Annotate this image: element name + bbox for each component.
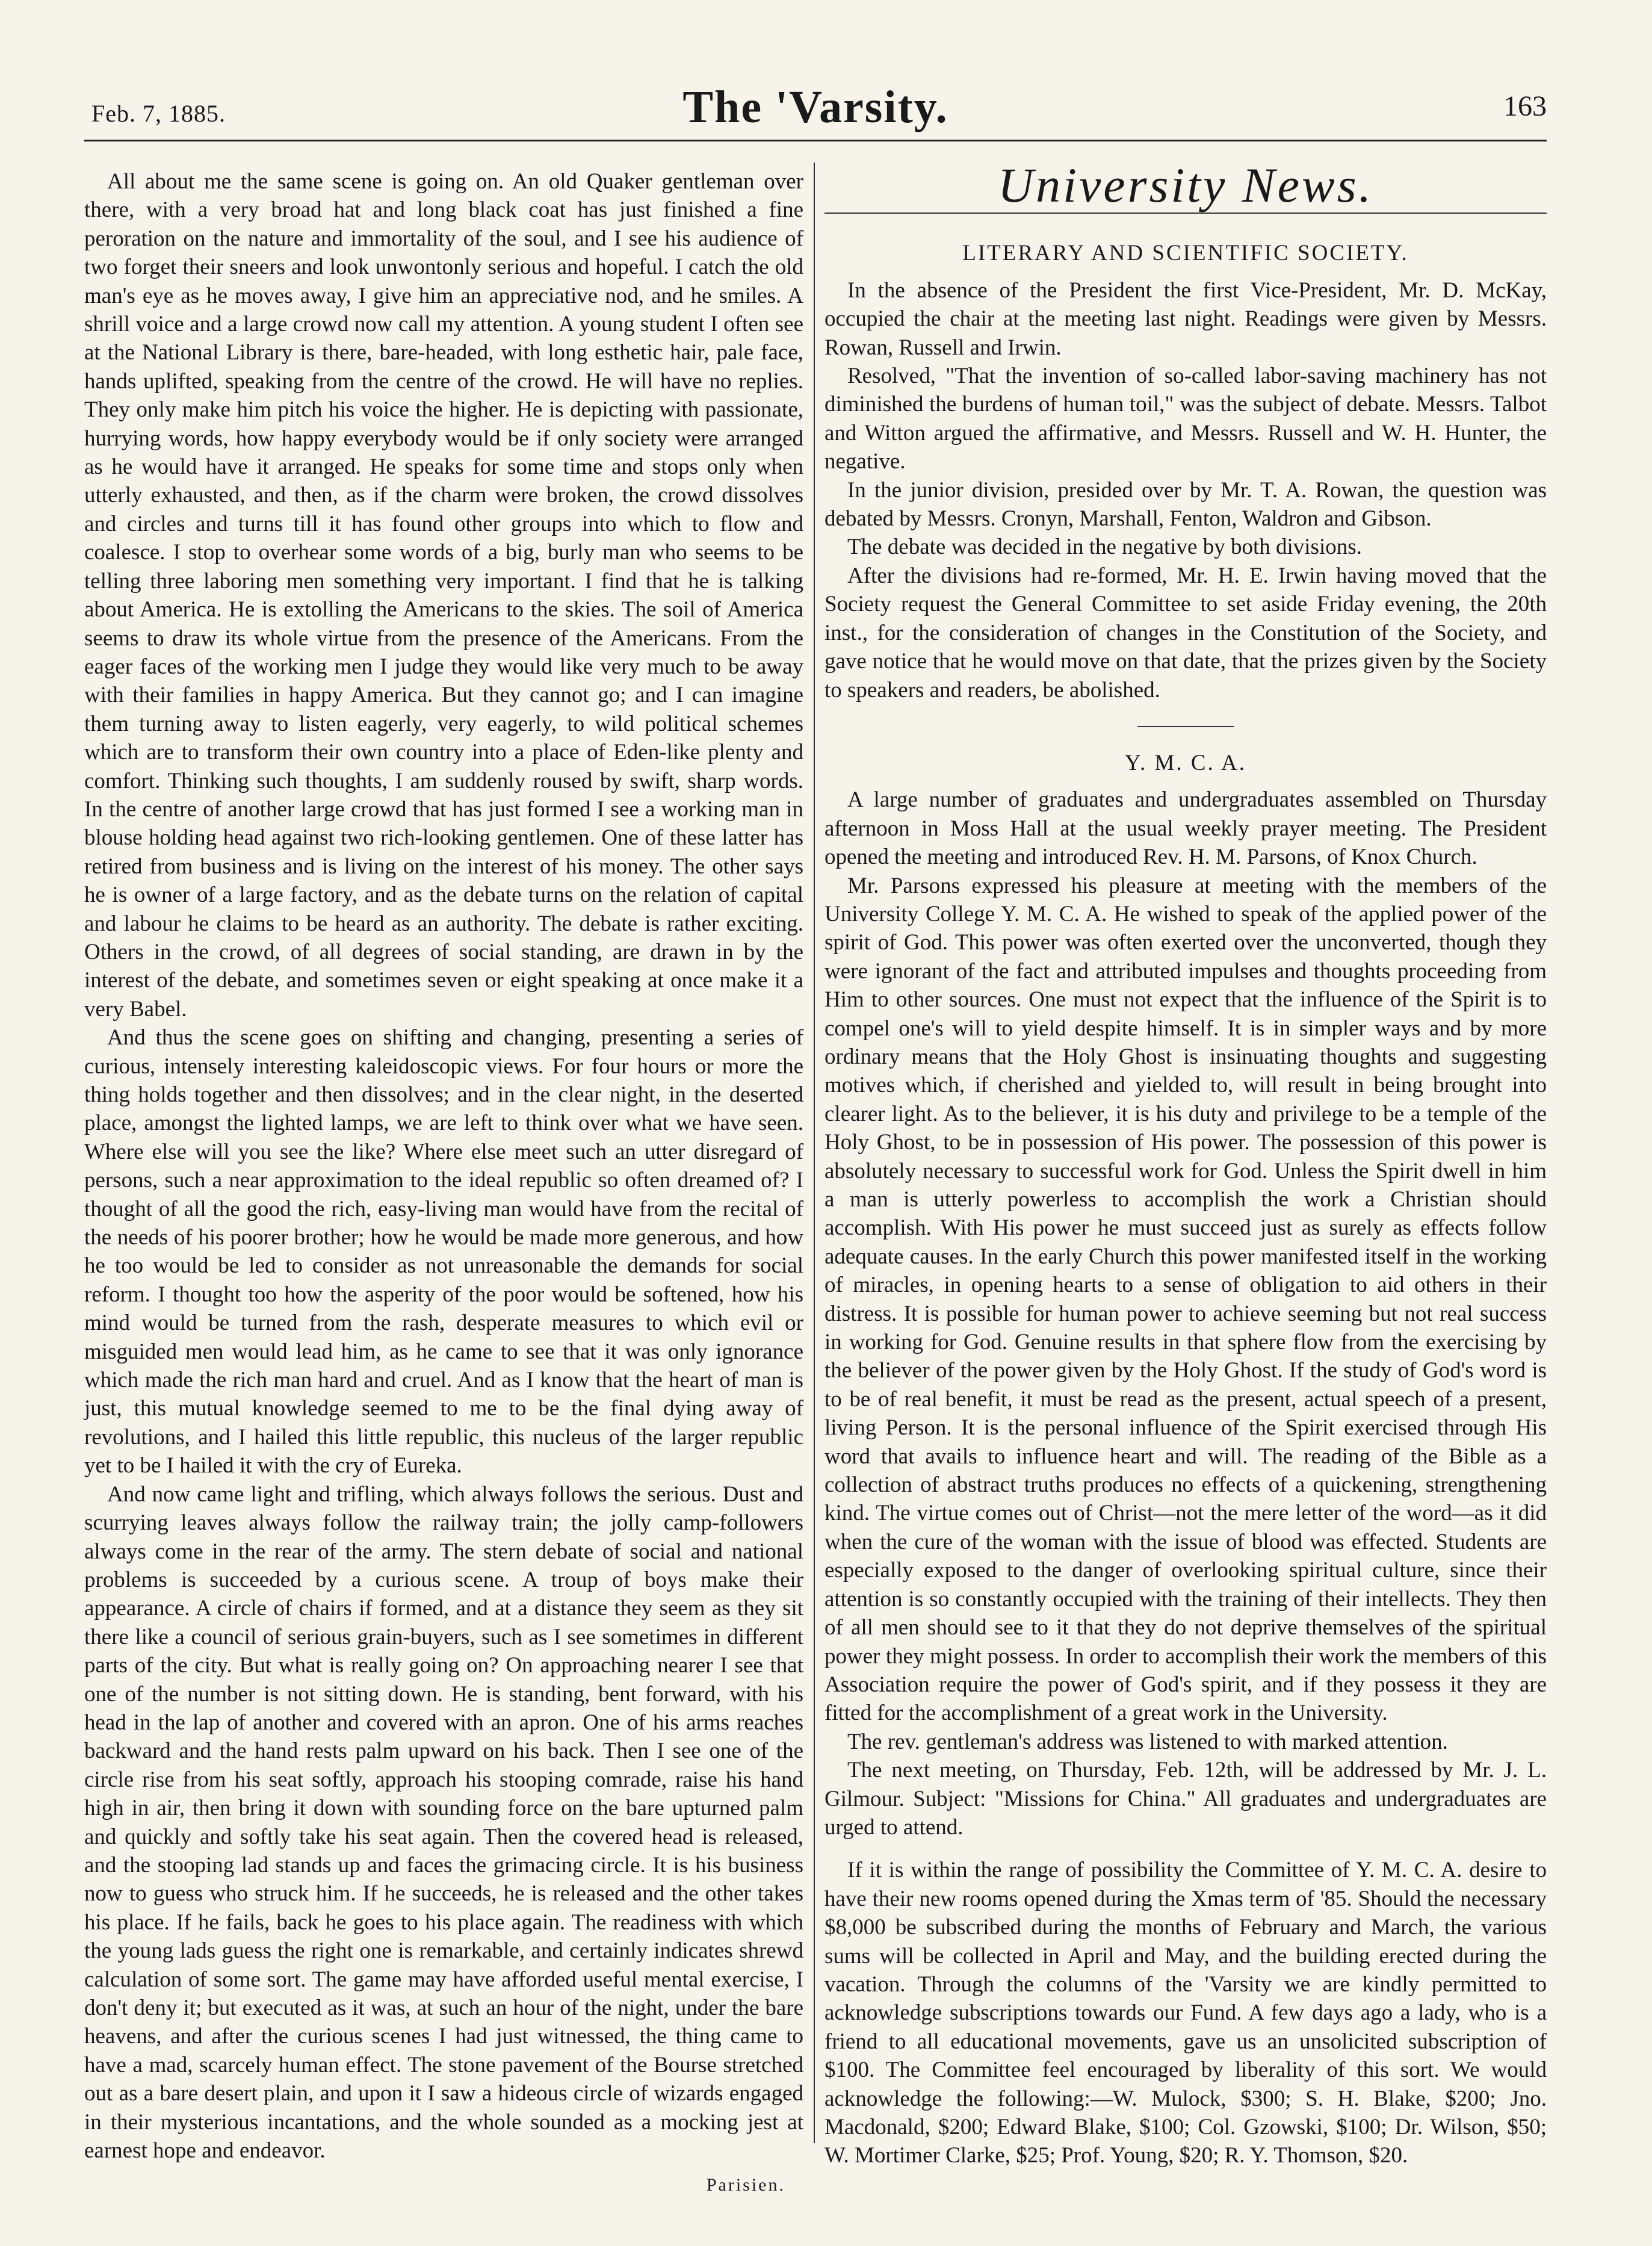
- report-paragraph: In the junior division, presided over by Mr. T. A. Rowan, the question was debated by Messrs. Cronyn, Marshall, Fenton, Waldron and Gibson.: [824, 477, 1547, 532]
- section-rule: [824, 213, 1547, 214]
- report-paragraph: Mr. Parsons expressed his pleasure at meeting with the members of the University College Y. M. C. A. He wished to speak of the applied power of the spirit of God. This power was often exerted over the unconverted, though they were ignorant of the fact and attributed impulses and thoughts proceeding from Him to other sources. One must not expect that the influence of the Spirit is to compel one's will to yield despite himself. It is in simpler ways and by more ordinary means that the Holy Ghost is insinuating thoughts and suggesting motives which, if cherished and yielded to, will result in being brought into clearer light. As to the believer, it is his duty and privilege to be a temple of the Holy Ghost, to be in possession of His power. The possession of this power is absolutely necessary to successful work for God. Unless the Spirit dwell in him a man is utterly powerless to accomplish the work a Christian should accomplish. With His power he must succeed just as surely as effects follow adequate causes. In the early Church this power manifested itself in the working of miracles, in opening hearts to a sense of obligation to aid others in their distress. It is possible for human power to achieve seeming but not real success in working for God. Genuine results in that sphere flow from the exercising by the believer of the power given by the Holy Ghost. If the study of God's word is to be of real benefit, it must be read as the present, actual speech of a present, living Person. It is the personal influence of the Spirit exercised through His word that avails to influence heart and will. The reading of the Bible as a collection of abstract truths produces no effects of a quickening, strengthening kind. The virtue comes out of Christ—not the mere letter of the word—as it did when the cure of the woman with the issue of blood was effected. Students are especially exposed to the danger of overlooking spiritual culture, since their attention is so constantly occupied with the training of their intellects. They then of all men should see to it that they do not deprive themselves of the spiritual power they might possess. In order to accomplish their work the members of this Association require the power of God's spirit, and if they possess it they are fitted for the accomplishment of a great work in the University.: [824, 873, 1547, 1726]
- report-paragraph: In the absence of the President the first Vice-President, Mr. D. McKay, occupied the chair at the meeting last night. Readings were given by Messrs. Rowan, Russell and Irwin.: [824, 278, 1547, 360]
- masthead-title: The 'Varsity.: [682, 82, 948, 132]
- article-paragraph: All about me the same scene is going on. An old Quaker gentleman over there, with a very broad hat and long black coat has just finished a fine peroration on the nature and immortality of the soul, and I see his audience of two forget their sneers and look unwontonly serious and hopeful. I catch the old man's eye as he moves away, I give him an appreciative nod, and he smiles. A shrill voice and a large crowd now call my attention. A young student I often see at the National Library is there, bare-headed, with long esthetic hair, pale face, hands uplifted, speaking from the centre of the crowd. He will have no replies. They only make him pitch his voice the higher. He is depicting with passionate, hurrying words, how happy everybody would be if only society were arranged as he would have it arranged. He speaks for some time and stops only when utterly exhausted, and then, as if the charm were broken, the crowd dissolves and circles and turns till it has found other groups into which to flow and coalesce. I stop to overhear some words of a big, burly man who seems to be telling three laboring men something very important. I find that he is talking about America. He is extolling the Americans to the skies. The soil of America seems to draw its whole virtue from the presence of the Americans. From the eager faces of the working men I judge they would like very much to be away with their families in happy America. But they cannot go; and I can imagine them turning away to listen eagerly, very eagerly, to wild political schemes which are to transform their own country into a place of Eden-like plenty and comfort. Thinking such thoughts, I am suddenly roused by swift, sharp words. In the centre of another large crowd that has just formed I see a working man in blouse holding head against two rich-looking gentlemen. One of these latter has retired from business and is living on the interest of his money. The other says he is owner of a large factory, and as the debate turns on the relation of capital and labour he claims to be heard as an authority. The debate is rather exciting. Others in the crowd, of all degrees of social standing, are drawn in by the interest of the debate, and sometimes seven or eight speaking at once make it a very Babel.: [84, 169, 803, 1022]
- ymca-heading: Y. M. C. A.: [1125, 750, 1246, 775]
- right-column: [824, 158, 1547, 2170]
- report-paragraph: The debate was decided in the negative by both divisions.: [847, 535, 1362, 560]
- author-signature: Parisien.: [706, 2175, 785, 2195]
- section-separator: [1137, 726, 1234, 727]
- literary-society-report: [824, 239, 1547, 704]
- article-paragraph: And thus the scene goes on shifting and changing, presenting a series of curious, intensely interesting kaleidoscopic views. For four hours or more the thing holds together and then dissolves; and in the clear night, in the deserted place, amongst the lighted lamps, we are left to think over what we have seen. Where else will you see the like? Where else meet such an utter disregard of persons, such a near approximation to the ideal republic so often dreamed of? I thought of all the good the rich, easy-living man would have from the recital of the needs of his poorer brother; how he would be made more generous, and how he too would be led to consider as not unreasonable the demands for social reform. I thought too how the asperity of the poor would be softened, how his mind would be turned from the rash, desperate measures to which evil or misguided men would lead him, as he came to see that it was only ignorance which made the rich man hard and cruel. And as I know that the heart of man is just, this mutual knowledge seemed to me to be the final dying away of revolutions, and I hailed this little republic, this nucleus of the larger republic yet to be I hailed it with the cry of Eureka.: [84, 1025, 803, 1478]
- report-paragraph: A large number of graduates and undergraduates assembled on Thursday afternoon in Moss Hall at the usual weekly prayer meeting. The President opened the meeting and introduced Rev. H. M. Parsons, of Knox Church.: [824, 787, 1547, 870]
- left-column: [84, 167, 803, 2200]
- column-divider: [814, 163, 815, 2143]
- report-paragraph: The next meeting, on Thursday, Feb. 12th, will be addressed by Mr. J. L. Gilmour. Subject: "Missions for China." All graduates and undergraduates are urged to attend.: [824, 1758, 1547, 1840]
- ymca-report: [824, 749, 1547, 2170]
- article-paragraph: And now came light and trifling, which always follows the serious. Dust and scurrying leaves always follow the railway train; the jolly camp-followers always come in the rear of the army. The stern debate of social and national problems is succeeded by a curious scene. A troup of boys make their appearance. A circle of chairs if formed, and at a distance they seem as they sit there like a council of serious grain-buyers, such as I see sometimes in different parts of the city. But what is really going on? On approaching nearer I see that one of the number is not sitting down. He is standing, bent forward, with his head in the lap of another and covered with an apron. One of his arms reaches backward and the hand rests palm upward on his back. Then I see one of the circle rise from his seat softly, approach his stooping comrade, raise his hand high in air, then bring it down with sounding force on the bare upturned palm and quickly and softly take his seat again. Then the covered head is released, and the stooping lad stands up and faces the grimacing circle. It is his business now to guess who struck him. If he succeeds, he is released and the other takes his place. If he fails, back he goes to his place again. The readiness with which the young lads guess the right one is remarkable, and certainly indicates shrewd calculation of some sort. The game may have afforded useful mental exercise, I don't deny it; but executed as it was, at such an hour of the night, under the bare heavens, and after the curious scenes I had just witnessed, the thing came to have a mad, scarcely human effect. The stone pavement of the Bourse stretched out as a bare desert plain, and upon it I saw a hideous circle of wizards engaged in their mysterious incantations, and the whole sounded as a mocking jest at earnest hope and endeavor.: [84, 1481, 803, 2164]
- report-paragraph: After the divisions had re-formed, Mr. H. E. Irwin having moved that the Society request the General Committee to set aside Friday evening, the 20th inst., for the consideration of changes in the Constitution of the Society, and gave notice that he would move on that date, that the prizes given by the Society to speakers and readers, be abolished.: [824, 563, 1547, 703]
- paragraph-gap: [824, 1841, 1547, 1856]
- section-title: University News.: [997, 158, 1374, 213]
- report-paragraph: If it is within the range of possibility the Committee of Y. M. C. A. desire to have their new rooms opened during the Xmas term of '85. Should the necessary $8,000 be subscribed during the months of February and March, the various sums will be collected in April and May, and the building erected during the vacation. Through the columns of the 'Varsity we are kindly permitted to acknowledge subscriptions towards our Fund. A few days ago a lady, who is a friend to all educational movements, gave us an unsolicited subscription of $100. The Committee feel encouraged by liberality of this sort. We would acknowledge the following:—W. Mulock, $300; S. H. Blake, $200; Jno. Macdonald, $200; Edward Blake, $100; Col. Gzowski, $100; Dr. Wilson, $50; W. Mortimer Clarke, $25; Prof. Young, $20; R. Y. Thomson, $20.: [824, 1858, 1547, 2168]
- header-rule: [84, 140, 1547, 141]
- literary-society-heading: LITERARY AND SCIENTIFIC SOCIETY.: [962, 241, 1409, 266]
- report-paragraph: Resolved, "That the invention of so-called labor-saving machinery has not diminished the burdens of human toil," was the subject of debate. Messrs. Talbot and Witton argued the affirmative, and Messrs. Russell and W. H. Hunter, the negative.: [824, 364, 1547, 474]
- issue-date: Feb. 7, 1885.: [91, 100, 226, 127]
- running-head: [84, 81, 1547, 147]
- report-paragraph: The rev. gentleman's address was listened to with marked attention.: [847, 1729, 1448, 1754]
- page-number: 163: [1503, 90, 1547, 122]
